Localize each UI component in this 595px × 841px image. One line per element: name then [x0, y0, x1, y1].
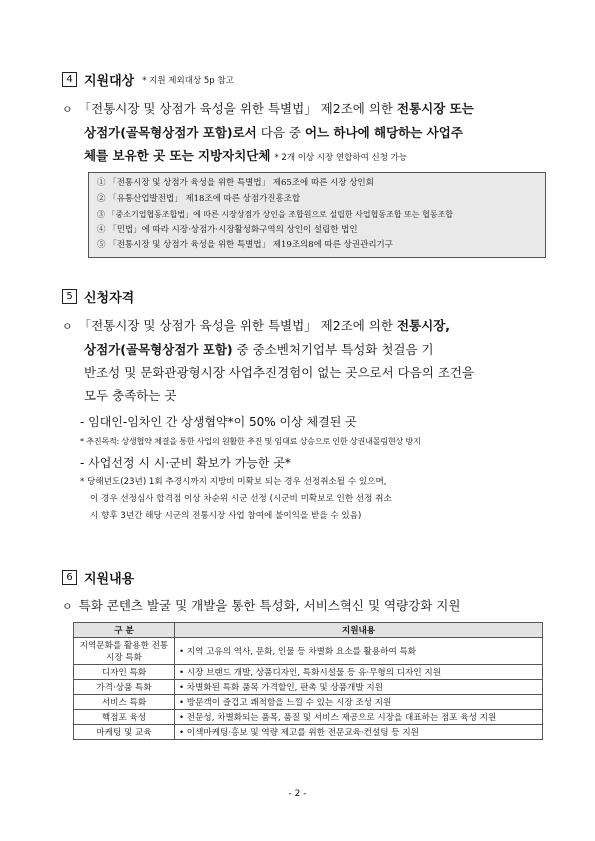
section-number: 6 [62, 570, 77, 585]
box-line: ③ 「중소기업협동조합법」에 따른 시장상점가 상인을 조합원으로 설립한 사업협동조합 또는 협동조합 [97, 210, 454, 219]
bullet: ㅇ [62, 320, 73, 333]
page-number: - 2 - [288, 789, 307, 799]
table-cell-category: 핵점포 육성 [74, 710, 175, 725]
s4-paragraph [62, 97, 552, 170]
text: 다음 중 [260, 125, 301, 140]
condition-1: - 임대인-임차인 간 상생협약*이 50% 이상 체결된 곳 [80, 415, 357, 429]
table-row [74, 665, 543, 680]
text-bold: 어느 하나에 해당하는 사업주 [304, 125, 463, 140]
condition-2-note: 이 경우 선정심사 합격점 이상 차순위 시군 선정 (시군비 미확보로 인한 선정 취소 [90, 494, 392, 504]
box-line: ① 「전통시장 및 상점가 육성을 위한 특별법」 제65조에 따른 시장 상인회 [97, 178, 374, 188]
table-header-row [74, 623, 543, 638]
section-4-heading [62, 70, 234, 89]
table-cell-category: 마케팅 및 교육 [74, 725, 175, 740]
table-cell-content: • 방문객이 즐겁고 쾌적함을 느낄 수 있는 시장 조성 지원 [175, 695, 543, 710]
table-cell-category: 가격·상품 특화 [74, 680, 175, 695]
table-cell-category: 지역문화를 활용한 전통시장 특화 [74, 638, 175, 665]
section-number: 5 [62, 289, 77, 304]
box-line: ⑤ 「전통시장 및 상점가 육성을 위한 특별법」 제19조의8에 따른 상권관리기구 [97, 240, 393, 250]
text: 특화 콘텐츠 발굴 및 개발을 통한 특성화, 서비스혁신 및 역량강화 지원 [78, 598, 461, 613]
section-title: 지원대상 [84, 74, 135, 89]
table-header: 지원내용 [175, 623, 543, 638]
table-cell-category: 서비스 특화 [74, 695, 175, 710]
table-cell-content: • 차별화된 특화 품목 가격할인, 판촉 및 상품개발 지원 [175, 680, 543, 695]
text: 중 중소벤처기업부 특성화 첫걸음 기 [236, 342, 434, 357]
table-row [74, 725, 543, 740]
table-header: 구 분 [74, 623, 175, 638]
box-line: ④ 「민법」에 따라 시장·상점가·시장활성화구역의 상인이 설립한 법인 [97, 224, 358, 235]
text-bold: 전통시장 또는 [396, 101, 474, 116]
text-bold: 체를 보유한 곳 또는 지방자치단체 [84, 148, 271, 163]
table-cell-content: • 시장 브랜드 개발, 상품디자인, 특화시설물 등 유·무형의 디자인 지원 [175, 665, 543, 680]
condition-1-note: * 추진목적: 상생협약 체결을 통한 사업의 원활한 추진 및 임대료 상승으로 인한 상권내몰림현상 방지 [80, 436, 421, 446]
text-bold: 전통시장, [396, 318, 451, 333]
bullet: ㅇ [62, 600, 73, 613]
section-note: * 지원 제외대상 5p 참고 [142, 75, 234, 86]
section-number: 4 [62, 72, 77, 87]
s6-paragraph [62, 594, 552, 618]
table-row [74, 638, 543, 665]
text-bold: 상점가(골목형상점가 포함)로서 [84, 125, 257, 140]
table-row [74, 680, 543, 695]
text: 「전통시장 및 상점가 육성을 위한 특별법」 제2조에 의한 [78, 318, 393, 333]
table-cell-content: • 이색마케팅·홍보 및 역량 제고를 위한 전문교육·컨설팅 등 지원 [175, 725, 543, 740]
section-title: 지원내용 [84, 572, 135, 587]
text: 반조성 및 문화관광형시장 사업추진경험이 없는 곳으로서 다음의 조건을 [84, 365, 475, 380]
support-table [73, 622, 543, 740]
table-row [74, 695, 543, 710]
table-cell-content: • 지역 고유의 역사, 문화, 인물 등 차별화 요소를 활용하여 특화 [175, 638, 543, 665]
section-title: 신청자격 [84, 291, 135, 306]
eligible-entities-box [88, 172, 546, 258]
section-5-heading [62, 287, 134, 306]
table-row [74, 710, 543, 725]
note: * 2개 이상 시장 연합하여 신청 가능 [274, 153, 408, 163]
section-6-heading [62, 568, 134, 587]
condition-2-note: 시 향후 3년간 해당 시군의 전통시장 사업 참여에 불이익을 받을 수 있음) [90, 511, 362, 521]
condition-2: - 사업선정 시 시·군비 확보가 가능한 곳* [80, 456, 291, 470]
s5-conditions [80, 411, 550, 525]
text: 「전통시장 및 상점가 육성을 위한 특별법」 제2조에 의한 [78, 101, 393, 116]
text-bold: 상점가(골목형상점가 포함) [84, 342, 233, 357]
bullet: ㅇ [62, 103, 73, 116]
condition-2-note: * 당해년도(23년) 1회 추경시까지 지방비 미확보 되는 경우 선정취소될 수 있으며, [80, 477, 387, 487]
text: 모두 충족하는 곳 [84, 388, 177, 403]
box-line: ② 「유통산업발전법」 제18조에 따른 상점가진흥조합 [97, 193, 301, 204]
table-cell-content: • 전문성, 차별화되는 품목, 품질 및 서비스 제공으로 시장을 대표하는 점포 육성 지원 [175, 710, 543, 725]
table-cell-category: 디자인 특화 [74, 665, 175, 680]
s5-paragraph [62, 314, 552, 407]
